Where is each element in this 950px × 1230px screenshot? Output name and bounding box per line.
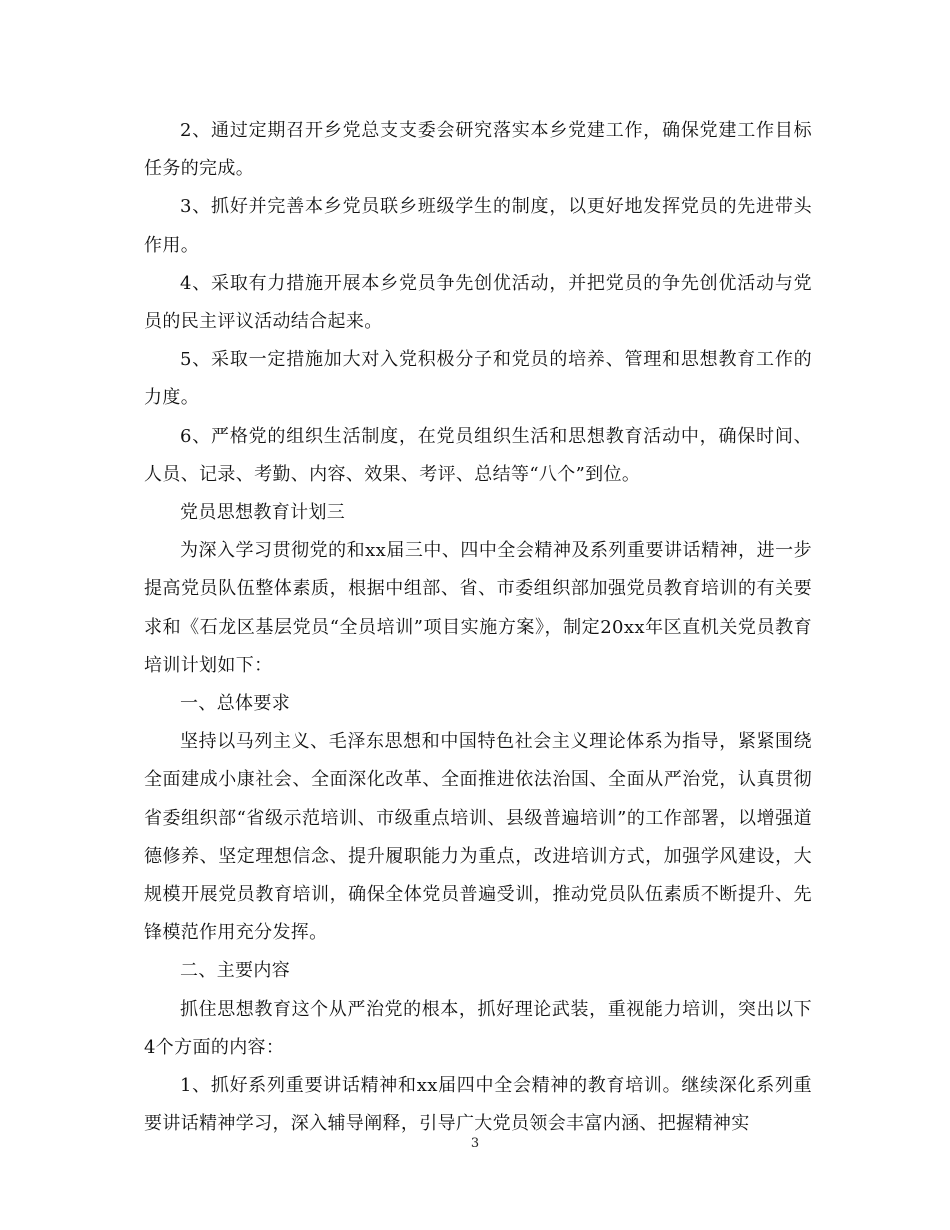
paragraph-item-4: 4、采取有力措施开展本乡党员争先创优活动，并把党员的争先创优活动与党员的民主评议活动结合起来。 (144, 272, 812, 333)
paragraph-general-requirements: 坚持以马列主义、毛泽东思想和中国特色社会主义理论体系为指导，紧紧围绕全面建成小康社会、全面深化改革、全面推进依法治国、全面从严治党，认真贯彻省委组织部“省级示范培训、市级重点培训、县级普遍培训”的工作部署，以增强道德修养、坚定理想信念、提升履职能力为重点，改进培训方式，加强学风建设，大规模开展党员教育培训，确保全体党员普遍受训，推动党员队伍素质不断提升、先锋模范作用充分发挥。 (144, 731, 812, 944)
paragraph-item-3: 3、抓好并完善本乡党员联乡班级学生的制度，以更好地发挥党员的先进带头作用。 (144, 196, 812, 256)
paragraph-content-item-1: 1、抓好系列重要讲话精神和xx届四中全会精神的教育培训。继续深化系列重要讲话精神学习，深入辅导阐释，引导广大党员领会丰富内涵、把握精神实 (144, 1075, 812, 1135)
document-body (144, 112, 812, 1143)
paragraph-item-6: 6、严格党的组织生活制度，在党员组织生活和思想教育活动中，确保时间、人员、记录、考勤、内容、效果、考评、总结等“八个”到位。 (144, 425, 812, 485)
page-number: 3 (470, 1136, 480, 1151)
paragraph-intro: 为深入学习贯彻党的和xx届三中、四中全会精神及系列重要讲话精神，进一步提高党员队伍整体素质，根据中组部、省、市委组织部加强党员教育培训的有关要求和《石龙区基层党员“全员培训”项目实施方案》，制定20xx年区直机关党员教育培训计划如下： (144, 540, 812, 676)
paragraph-main-content: 抓住思想教育这个从严治党的根本，抓好理论武装，重视能力培训，突出以下4个方面的内容： (144, 998, 812, 1058)
paragraph-item-5: 5、采取一定措施加大对入党积极分子和党员的培养、管理和思想教育工作的力度。 (144, 349, 812, 409)
heading-general-requirements: 一、总体要求 (180, 693, 291, 715)
heading-main-content: 二、主要内容 (180, 960, 291, 982)
paragraph-item-2: 2、通过定期召开乡党总支支委会研究落实本乡党建工作，确保党建工作目标任务的完成。 (144, 120, 812, 180)
section-title-plan-three: 党员思想教育计划三 (180, 502, 346, 524)
